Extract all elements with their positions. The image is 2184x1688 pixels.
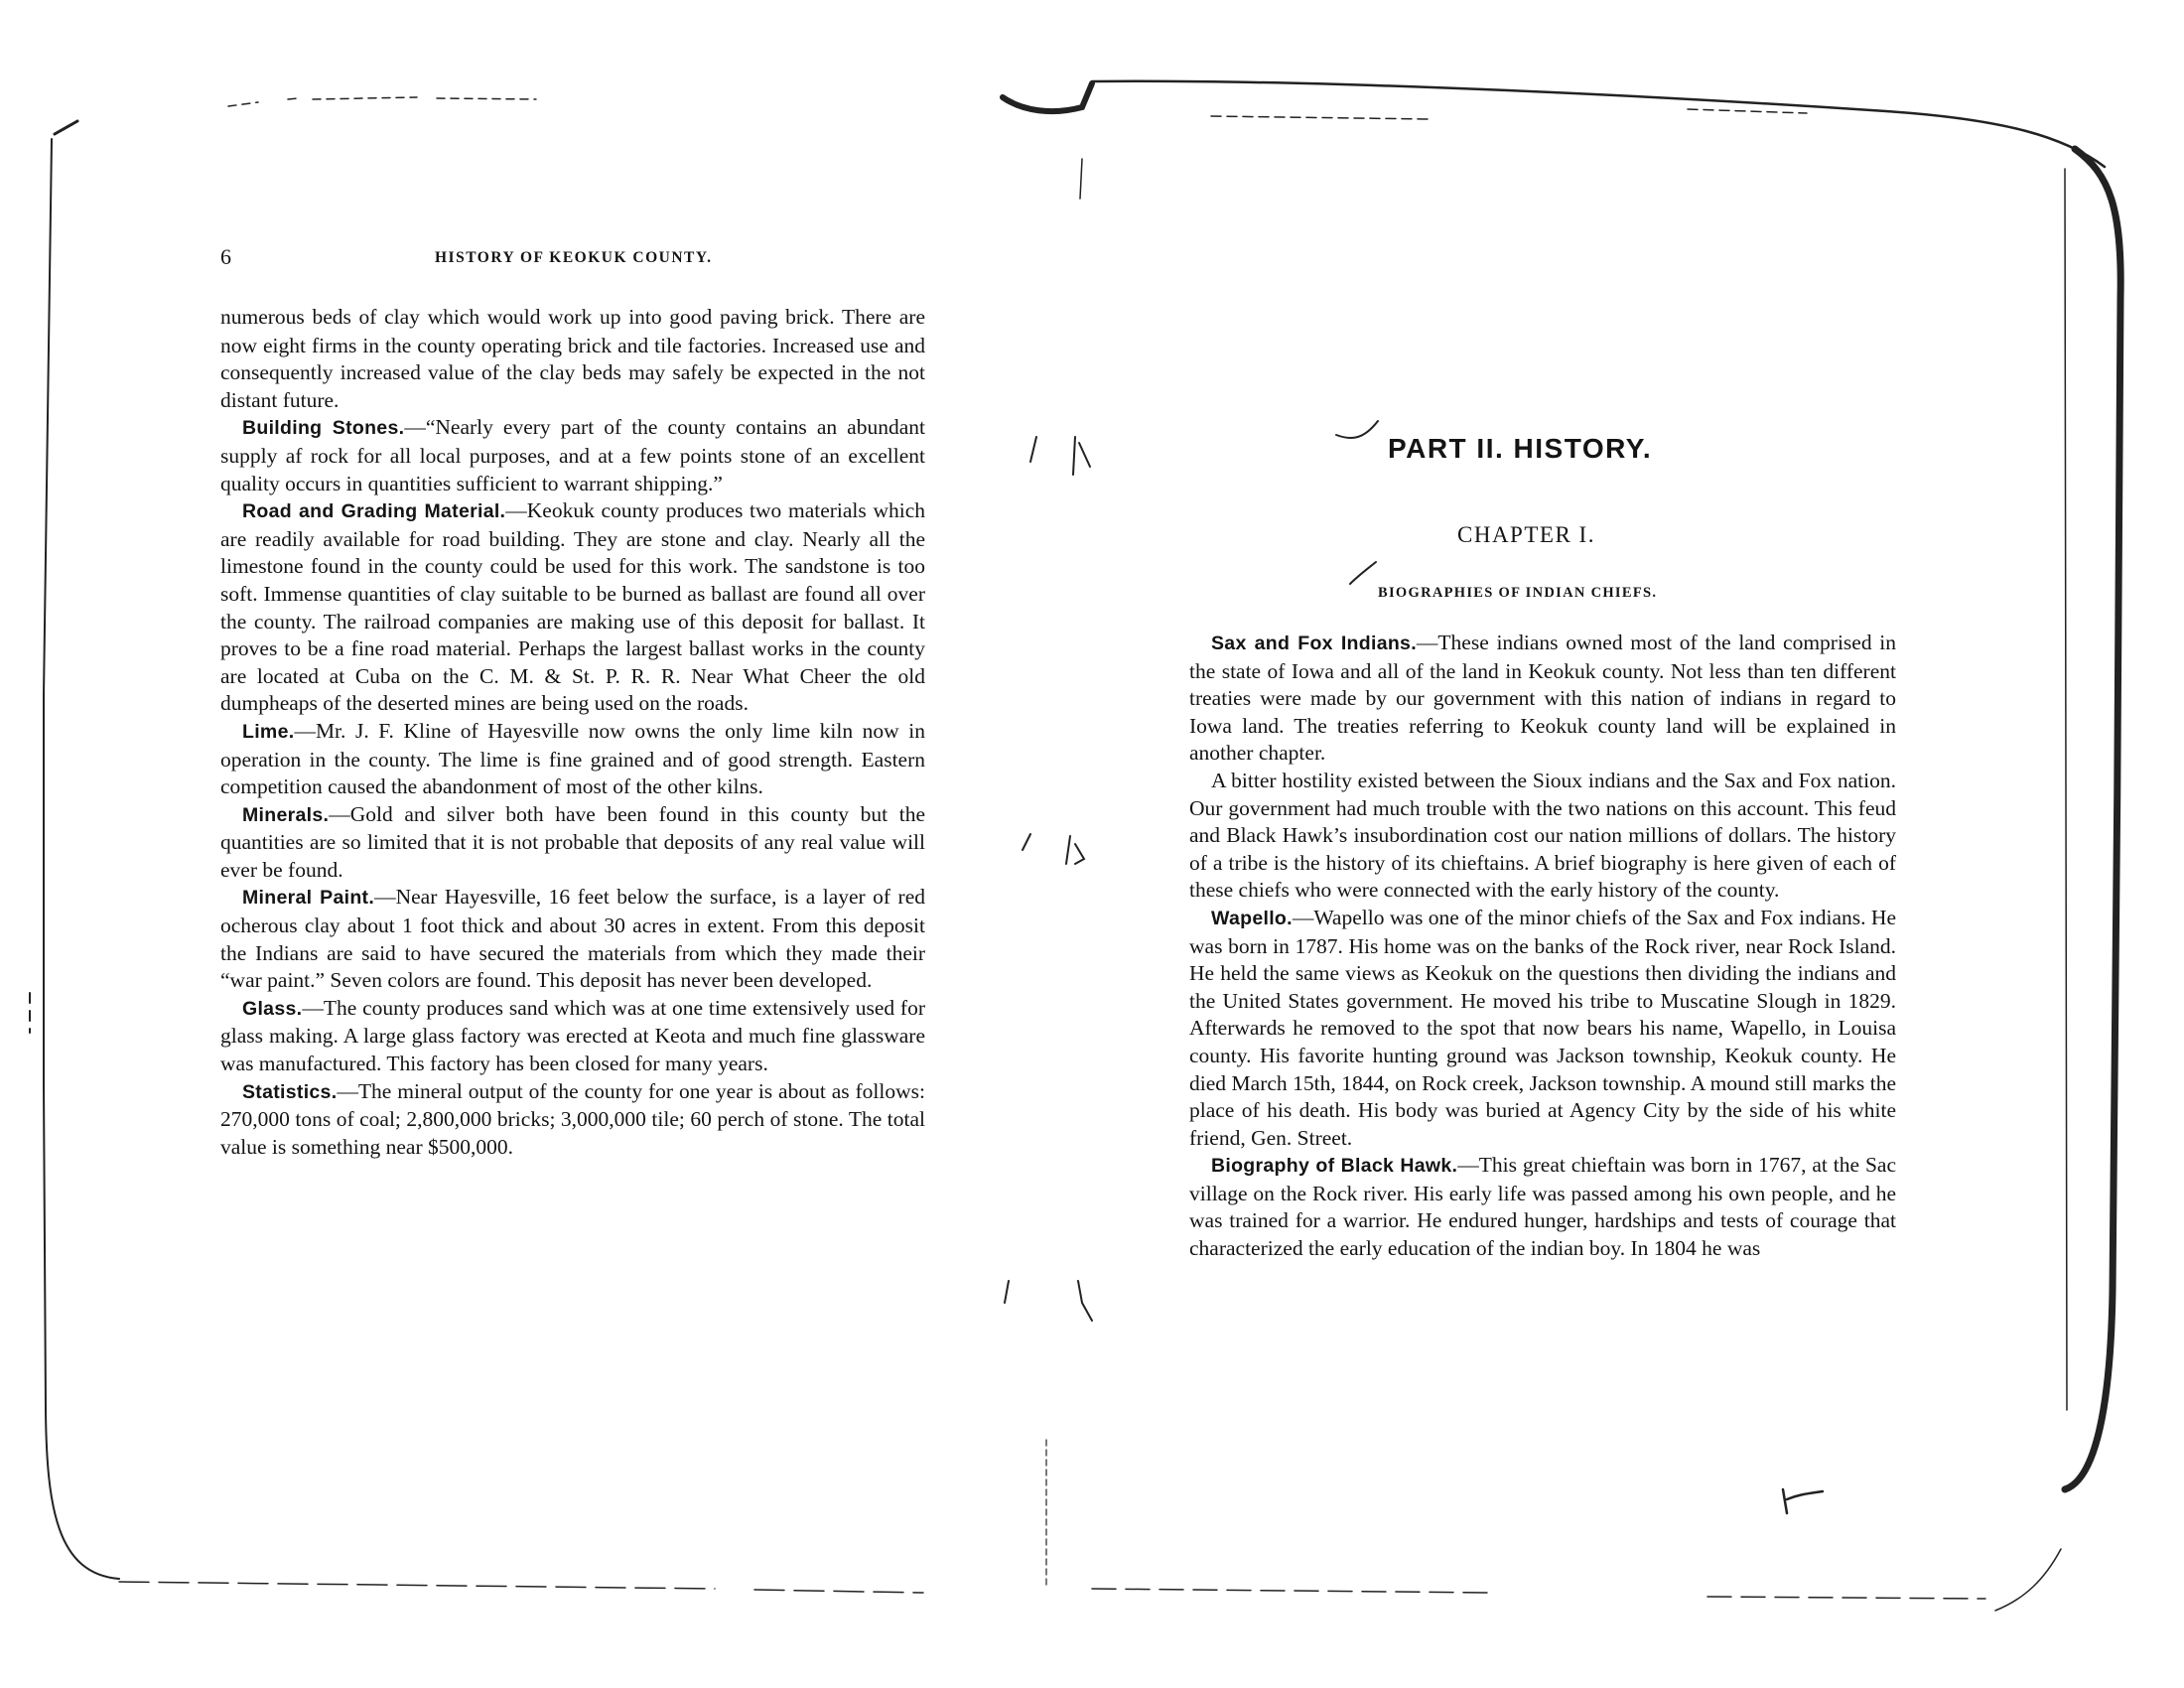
heading-mineral-paint: Mineral Paint. [242, 887, 375, 910]
paragraph-hostility: A bitter hostility existed between the Sioux indians and the Sax and Fox nation. Our government had much trouble with the two nations on this account. This feud and Black Hawk’s insubordination cost our nation millions of dollars. The history of a tribe is the history of its chieftains. A brief biography is here given of each of these chiefs who were connected with the early history of the county. [1189, 768, 1896, 903]
right-page-edge [2065, 149, 2120, 1489]
left-page-edge [44, 139, 119, 1579]
right-bottom-rule [1092, 1589, 1985, 1599]
heading-black-hawk: Biography of Black Hawk. [1211, 1155, 1458, 1178]
left-bottom-rule [119, 1582, 923, 1593]
right-top-dashes [1211, 109, 1807, 119]
left-page-body [220, 304, 925, 1161]
paragraph-lime: Lime.—Mr. J. F. Kline of Hayesville now owns the only lime kiln now in operation in the county. The lime is fine grained and of good strength. Eastern competition caused the abandonment of most of the other kilns. [220, 718, 925, 799]
paragraph-mineral-paint: Mineral Paint.—Near Hayesville, 16 feet below the surface, is a layer of red ocherous clay about 1 foot thick and about 30 acres in extent. From this deposit the Indians are said to have secured the materials from which they made their “war paint.” Seven colors are found. This deposit has never been developed. [220, 885, 925, 993]
paragraph-minerals: Minerals.—Gold and silver both have been found in this county but the quantities are so limited that it is not probable that deposits of any real value will ever be found. [220, 801, 925, 882]
gutter-tick-2 [1023, 834, 1084, 864]
right-page-edge-inner [2065, 169, 2067, 1410]
heading-minerals: Minerals. [242, 803, 330, 826]
gutter-top-mark [1003, 83, 1092, 111]
paragraph-road-material: Road and Grading Material.—Keokuk county produces two materials which are readily available for road building. They are stone and clay. Nearly all the limestone found in the county could be used for this work. The sandstone is too soft. Immense quantities of clay suitable to be burned as ballast are found all over the county. The railroad companies are making use of this deposit for ballast. It proves to be a fine road material. Perhaps the largest ballast works in the county are located at Cuba on the C. M. & St. P. R. R. Near What Cheer the old dumpheaps of the deserted mines are being used on the roads. [220, 498, 925, 716]
heading-sax-and-fox: Sax and Fox Indians. [1211, 633, 1417, 654]
pencil-check-chapter [1350, 562, 1376, 584]
heading-glass: Glass. [242, 997, 303, 1020]
gutter-tick-3 [1005, 1281, 1092, 1321]
right-bottom-curve [1995, 1549, 2061, 1611]
left-page-corner-mark [55, 121, 77, 134]
chapter-subtitle: BIOGRAPHIES OF INDIAN CHIEFS. [1378, 585, 1658, 601]
running-head [210, 244, 925, 274]
gutter-line-top [1080, 159, 1082, 199]
paragraph-building-stones: Building Stones.—“Nearly every part of the county contains an abundant supply af rock for all local purposes, and at a few points stone of an excellent quality occurs in quantities sufficient to warrant shipping.” [220, 415, 925, 495]
heading-statistics: Statistics. [242, 1080, 338, 1103]
heading-road-material: Road and Grading Material. [242, 500, 506, 523]
paragraph-statistics: Statistics.—The mineral output of the county for one year is about as follows: 270,000 tons of coal; 2,800,000 bricks; 3,000,000 tile; 60 perch of stone. The total value is something near $500,000. [220, 1078, 925, 1159]
left-top-dashes [228, 97, 536, 106]
pencil-check-part [1336, 421, 1378, 438]
paragraph-black-hawk: Biography of Black Hawk.—This great chieftain was born in 1767, at the Sac village on the Rock river. His early life was passed among his own people, and he was trained for a warrior. He endured hunger, hardships and tests of courage that characterized the early education of the indian boy. In 1804 he was [1189, 1153, 1896, 1261]
right-page-body [1189, 630, 1896, 1263]
running-title: HISTORY OF KEOKUK COUNTY. [435, 249, 713, 266]
right-top-edge [1092, 81, 2105, 167]
heading-lime: Lime. [242, 720, 295, 743]
part-title: PART II. HISTORY. [1388, 433, 1653, 464]
paragraph-wapello: Wapello.—Wapello was one of the minor chiefs of the Sax and Fox indians. He was born in 1787. His home was on the banks of the Rock river, near Rock Island. He held the same views as Keokuk on the questions then dividing the indians and the United States government. He moved his tribe to Muscatine Slough in 1829. Afterwards he removed to the spot that now bears his name, Wapello, in Louisa county. His favorite hunting ground was Jackson township, Keokuk county. He died March 15th, 1844, on Rock creek, Jackson township. A mound still marks the place of his death. His body was buried at Agency City by the side of his white friend, Gen. Street. [1189, 905, 1896, 1150]
heading-wapello: Wapello. [1211, 907, 1293, 929]
pencil-mark-bottom [1783, 1489, 1823, 1513]
heading-building-stones: Building Stones. [242, 417, 405, 440]
paragraph-sax-and-fox: Sax and Fox Indians.—These indians owned most of the land comprised in the state of Iowa and all of the land in Keokuk county. Not less than ten different treaties were made by our government with this nation of indians in regard to Iowa land. The treaties referring to Keokuk county land will be explained in another chapter. [1189, 631, 1896, 766]
paragraph-glass: Glass.—The county produces sand which was at one time extensively used for glass making. A large glass factory was erected at Keota and much fine glassware was manufactured. This factory has been closed for many years. [220, 995, 925, 1076]
gutter-tick-1 [1030, 437, 1090, 475]
page-number: 6 [220, 244, 231, 269]
paragraph: numerous beds of clay which would work up into good paving brick. There are now eight firms in the county operating brick and tile factories. Increased use and consequently increased value of the clay beds may safely be expected in the not distant future. [220, 305, 925, 412]
chapter-title: CHAPTER I. [1457, 522, 1595, 547]
